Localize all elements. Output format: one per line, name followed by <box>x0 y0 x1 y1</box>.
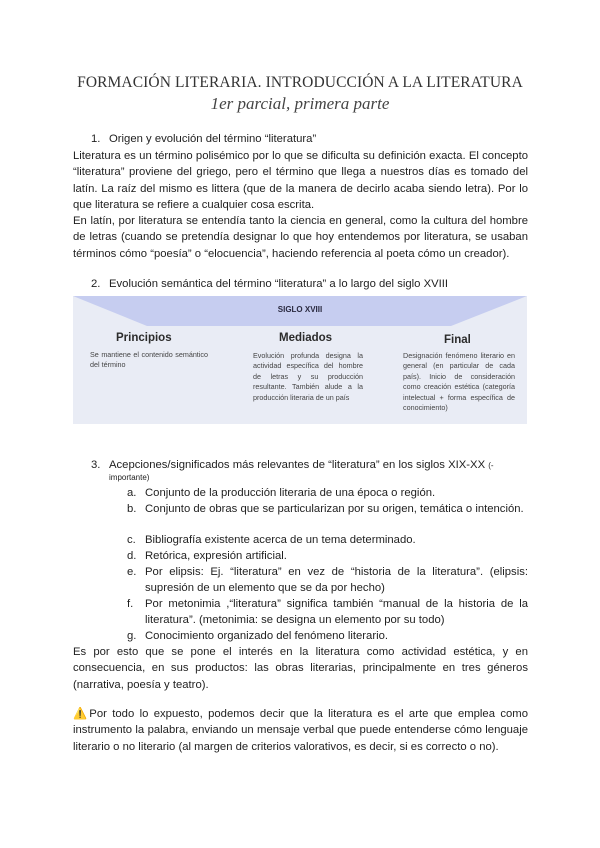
item-d-text: Retórica, expresión artificial. <box>145 550 287 562</box>
section-3-heading-text: Acepciones/significados más relevantes de “literatura” en los siglos XIX-XX <box>109 459 486 471</box>
section-2-heading-text: Evolución semántica del término “literatura” a lo largo del siglo XVIII <box>109 278 449 290</box>
section-1-heading <box>91 131 316 147</box>
section-3-number: 3. <box>91 459 101 471</box>
column-final-text: Designación fenómeno literario en general (en particular de cada país). Inicio de consideración como creación estética (categoría intelectual + forma específica de conocimiento) <box>403 351 515 413</box>
section-1-number: 1. <box>91 133 101 145</box>
infographic-banner-label: SIGLO XVIII <box>277 305 323 314</box>
item-e-letter: e. <box>127 566 137 578</box>
column-principios-text: Se mantiene el contenido semántico del término <box>90 350 208 370</box>
item-f-letter: f. <box>127 598 134 610</box>
item-g-letter: g. <box>127 630 137 642</box>
section-1-paragraph-2: En latín, por literatura se entendía tanto la ciencia en general, como la cultura del hombre de letras (cuando se pretendía designar lo que hoy entendemos por literatura, se usaban términos cómo “poesía” o “elocuencia”, haciendo referencia al poeta cómo un creador). <box>73 215 528 260</box>
column-final-heading: Final <box>444 334 471 346</box>
section-3-note-end: importante) <box>109 473 150 482</box>
section-2-number: 2. <box>91 278 101 290</box>
section-1-heading-text: Origen y evolución del término “literatura” <box>109 133 317 145</box>
siglo-xviii-infographic <box>73 296 527 424</box>
column-principios-heading: Principios <box>116 332 172 344</box>
section-2-heading <box>91 276 448 292</box>
column-mediados-heading: Mediados <box>279 332 333 344</box>
item-a-letter: a. <box>127 487 137 499</box>
item-a-text: Conjunto de la producción literaria de una época o región. <box>145 487 436 499</box>
conclusion-text: Por todo lo expuesto, podemos decir que la literatura es el arte que emplea como instrumento la palabra, enviando un mensaje verbal que puede entenderse cómo lenguaje literario o no literario (al margen de criterios valorativos, es decir, si es correcto o no). <box>73 708 528 753</box>
item-c-letter: c. <box>127 534 136 546</box>
item-f-text: Por metonimia ,“literatura” significa también “manual de la historia de la literatura”. (metonimia: se designa un elemento por su todo) <box>145 598 528 627</box>
item-e-text: Por elipsis: Ej. “literatura” en vez de “historia de la literatura”. (elipsis: supresión de un elemento que se da por hecho) <box>145 566 528 595</box>
section-1-paragraph-1: Literatura es un término polisémico por lo que se dificulta su definición exacta. El concepto “literatura” proviene del griego, pero el término que llega a nuestros días es tomado del latín. La raíz del mismo es littera (que de la manera de decirlo acaba siendo letra). Por lo que literatura se refiere a cualquier cosa escrita. <box>73 150 528 212</box>
column-mediados-text: Evolución profunda designa la actividad específica del hombre de letras y su producción resultante. También alude a la producción literaria de un país <box>253 351 363 402</box>
conclusion-paragraph <box>73 706 528 755</box>
document-title: FORMACIÓN LITERARIA. INTRODUCCIÓN A LA LITERATURA <box>77 74 523 91</box>
document-subtitle: 1er parcial, primera parte <box>210 94 390 113</box>
item-d-letter: d. <box>127 550 137 562</box>
item-g-text: Conocimiento organizado del fenómeno literario. <box>145 630 389 642</box>
warning-icon: ⚠️ <box>73 708 90 720</box>
item-b-text: Conjunto de obras que se particularizan por su origen, temática o intención. <box>145 503 524 515</box>
section-3-paragraph: Es por esto que se pone el interés en la literatura como actividad estética, y en consecuencia, en sus productos: las obras literarias, principalmente en tres géneros (narrativa, poesía y teatro). <box>73 646 528 691</box>
item-c-text: Bibliografía existente acerca de un tema determinado. <box>145 534 416 546</box>
section-3-note-start: (- <box>488 461 494 470</box>
section-3-heading <box>91 457 531 474</box>
item-b-letter: b. <box>127 503 137 515</box>
